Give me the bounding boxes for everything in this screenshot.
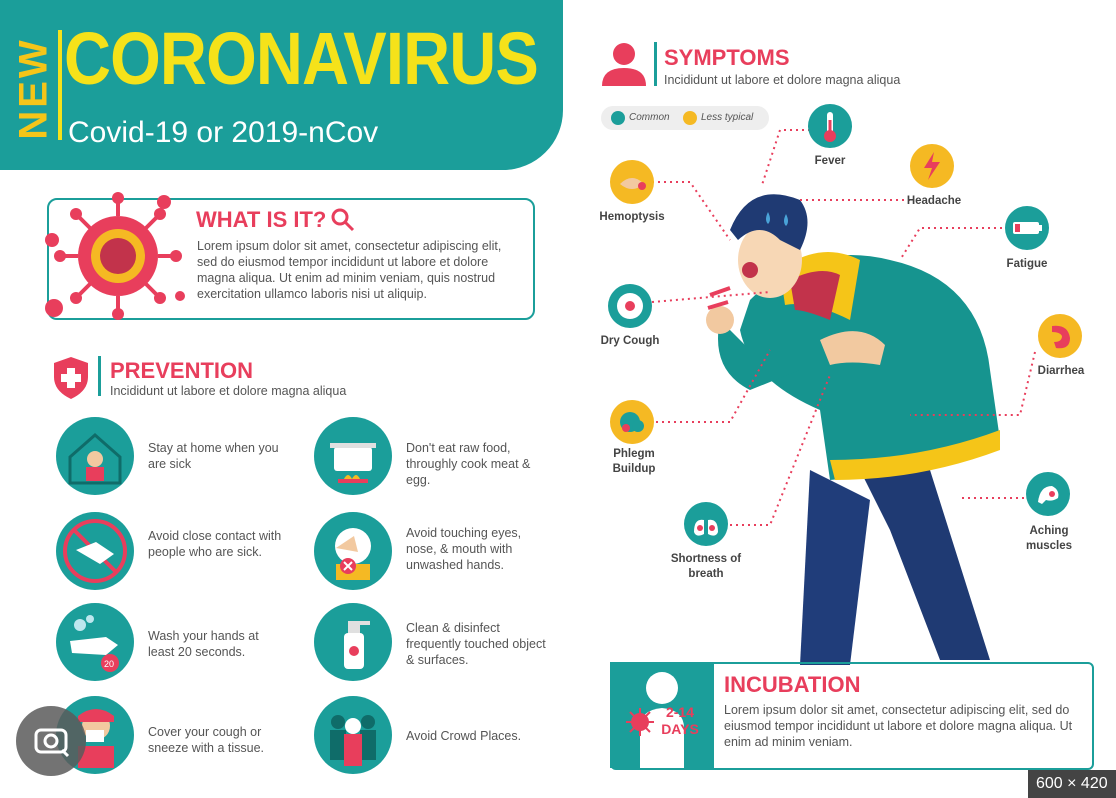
symptom-label: Phlegm Buildup (612, 448, 656, 475)
prevention-item-text: Stay at home when you are sick (148, 441, 279, 471)
prevention-divider (98, 356, 102, 396)
what-is-it-text: Lorem ipsum dolor sit amet, consectetur adipiscing elit, sed do eiusmod tempor incididunt ut labore et dolore magna aliqua. Ut enim ad minim veniam, quis nostrud exercitation ullamco laboris nisi ut aliquip. (197, 239, 502, 301)
symptom-label: Diarrhea (1037, 365, 1085, 377)
prevention-item-text: Avoid close contact with people who are sick. (148, 529, 282, 559)
prevention-item-text: Clean & disinfect frequently touched object & surfaces. (406, 621, 546, 667)
symptoms-subtitle: Incididunt ut labore et dolore magna aliqua (664, 73, 901, 87)
crowd-icon (314, 696, 392, 774)
incubation-text: Lorem ipsum dolor sit amet, consectetur adipiscing elit, sed do eiusmod tempor incididunt ut labore et dolore magna aliqua. Ut enim ad minim veniam. (724, 703, 1073, 749)
image-dimensions-badge: 600 × 420 (1028, 770, 1116, 798)
spray-bottle-icon (314, 603, 392, 681)
prevention-subtitle: Incididunt ut labore et dolore magna aliqua (110, 384, 347, 398)
symptom-connectors (590, 120, 1060, 590)
incubation-title: INCUBATION (724, 672, 861, 697)
lungs-icon (684, 502, 728, 546)
legend-less-typical-label: Less typical (701, 112, 754, 123)
symptom-label: Fever (814, 155, 846, 167)
lens-search-button[interactable] (16, 706, 86, 776)
no-face-touch-icon (314, 512, 392, 590)
prevention-item-text: Wash your hands at least 20 seconds. (148, 629, 259, 659)
symptom-label: Fatigue (1006, 258, 1048, 270)
prevention-item-text: Avoid touching eyes, nose, & mouth with unwashed hands. (406, 526, 522, 572)
house-icon (56, 417, 134, 495)
hemoptysis-icon (610, 160, 654, 204)
page-subtitle: Covid-19 or 2019-nCov (68, 116, 379, 149)
person-icon (600, 40, 648, 88)
no-handshake-icon (56, 512, 134, 590)
what-is-it-title: WHAT IS IT? (196, 207, 327, 232)
lens-search-icon (16, 706, 86, 776)
symptom-label: Headache (906, 195, 962, 207)
battery-low-icon (1005, 206, 1049, 250)
prevention-item-text: Avoid Crowd Places. (406, 729, 522, 743)
phlegm-icon (610, 400, 654, 444)
symptom-label: Hemoptysis (599, 211, 665, 223)
incubation-days: 2-14 DAYS (661, 704, 699, 737)
shield-icon (50, 355, 92, 401)
thermometer-icon (808, 104, 852, 148)
legend-common-label: Common (629, 112, 670, 123)
symptom-label: Aching muscles (1025, 525, 1073, 552)
virus-icon (40, 190, 190, 325)
prevention-title: PREVENTION (110, 358, 254, 383)
prevention-item-text: Don't eat raw food, throughly cook meat & egg. (406, 441, 531, 487)
symptoms-divider (654, 42, 658, 86)
page-title: CORONAVIRUS (64, 17, 538, 100)
headache-icon (910, 144, 954, 188)
magnifier-icon (330, 207, 356, 233)
stomach-icon (1038, 314, 1082, 358)
hand-wash-icon (56, 603, 134, 681)
symptom-label: Dry Cough (600, 335, 660, 347)
cooking-pot-icon (314, 417, 392, 495)
new-label: NEW (11, 37, 56, 140)
prevention-item-text: Cover your cough or sneeze with a tissue. (148, 725, 265, 755)
cough-icon (608, 284, 652, 328)
svg-text:20: 20 (104, 659, 115, 669)
symptom-label: Shortness of breath (670, 553, 742, 580)
muscle-icon (1026, 472, 1070, 516)
symptoms-title: SYMPTOMS (664, 45, 790, 70)
